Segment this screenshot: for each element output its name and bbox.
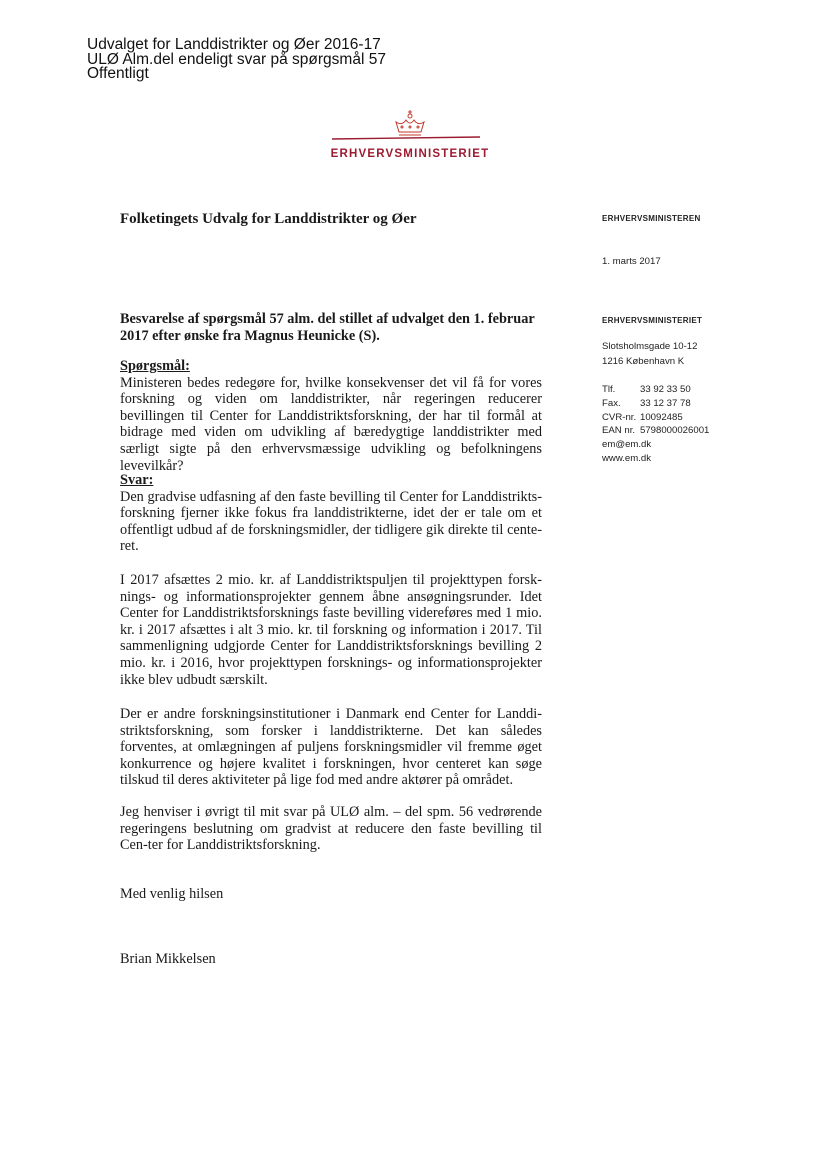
subject-line-2: 2017 efter ønske fra Magnus Heunicke (S). bbox=[120, 327, 380, 344]
answer-paragraph-2: I 2017 afsættes 2 mio. kr. af Landdistriktspuljen til projekttypen forsk-nings- og informationsprojekter gennem åbne ansøgningsrunder. Idet Center for Landdistriktsforsknings faste bevilling videreføres med 1 mio. kr. i 2017 afsættes i alt 3 mio. kr. til forskning og information i 2017. Til sammenligning udgjorde Center for Landdistriktsforsknings bevilling 2 mio. kr. i 2016, hvor projekttypen forsknings- og informationsprojekter ikke blev udbudt særskilt. bbox=[120, 572, 542, 688]
address-city: 1216 København K bbox=[602, 356, 685, 367]
question-section bbox=[120, 358, 542, 474]
crown-icon bbox=[330, 108, 490, 148]
contact-email: em@em.dk bbox=[602, 439, 652, 451]
sender-title: ERHVERVSMINISTEREN bbox=[602, 214, 701, 223]
stamp-line-committee: Udvalget for Landdistrikter og Øer 2016-17 bbox=[87, 36, 381, 53]
contact-cvr: CVR-nr. 10092485 bbox=[602, 411, 683, 423]
address-street: Slotsholmsgade 10-12 bbox=[602, 341, 698, 352]
subject-heading bbox=[120, 311, 542, 344]
stamp-line-reference: ULØ Alm.del endeligt svar på spørgsmål 57 bbox=[87, 50, 386, 68]
answer-paragraph-1: Den gradvise udfasning af den faste bevilling til Center for Landdistrikts-forskning fjerner ikke fokus fra landdistrikterne, idet der er tale om et offentligt udbud af de forskningsmidler, der tidligere gik direkte til cente-ret. bbox=[120, 488, 542, 555]
recipient: Folketingets Udvalg for Landdistrikter og Øer bbox=[120, 211, 417, 227]
letter-date: 1. marts 2017 bbox=[602, 256, 661, 267]
answer-paragraph-4: Jeg henviser i øvrigt til mit svar på ULØ alm. – del spm. 56 vedrørende regeringens beslutning om gradvist at reducere den faste bevilling til Cen-ter for Landdistriktsforskning. bbox=[120, 804, 542, 854]
contact-fax: Fax. 33 12 37 78 bbox=[602, 397, 691, 409]
signature: Brian Mikkelsen bbox=[120, 951, 216, 967]
answer-section bbox=[120, 472, 542, 555]
contact-phone: Tlf. 33 92 33 50 bbox=[602, 384, 691, 395]
contact-web: www.em.dk bbox=[602, 452, 652, 464]
stamp-line-status: Offentligt bbox=[87, 65, 149, 82]
answer-label: Svar: bbox=[120, 472, 154, 488]
question-text: Ministeren bedes redegøre for, hvilke konsekvenser det vil få for vores forskning og viden om landdistrikter, når regeringen reducerer bevillingen til Center for Landdistriktsforskning, der har til formål at bidrage med viden om udvikling af bæredygtige landdistrikter med særligt sigte på den erhvervsmæssige udvikling og befolkningens levevilkår? bbox=[120, 374, 542, 474]
subject-line-1: Besvarelse af spørgsmål 57 alm. del stillet af udvalget den 1. februar bbox=[120, 311, 535, 327]
question-label: Spørgsmål: bbox=[120, 358, 190, 374]
ministry-address bbox=[602, 339, 697, 369]
closing: Med venlig hilsen bbox=[120, 886, 224, 902]
ministry-logo bbox=[330, 108, 490, 168]
contact-ean: EAN nr. 5798000026001 bbox=[602, 425, 710, 437]
answer-paragraph-3: Der er andre forskningsinstitutioner i Danmark end Center for Landdi-striktsforskning, som forsker i landdistrikterne. Det kan således forventes, at omlægningen af puljens forskningsmidler vil fremme øget konkurrence og højere kvalitet i forskningen, hvor centeret kan søge tilskud til deres aktiviteter på lige fod med andre aktører på området. bbox=[120, 706, 542, 789]
document-stamp bbox=[87, 38, 386, 82]
ministry-name: ERHVERVSMINISTERIET bbox=[602, 316, 703, 325]
logo-text: ERHVERVSMINISTERIET bbox=[330, 148, 490, 160]
ministry-contact bbox=[602, 383, 709, 466]
